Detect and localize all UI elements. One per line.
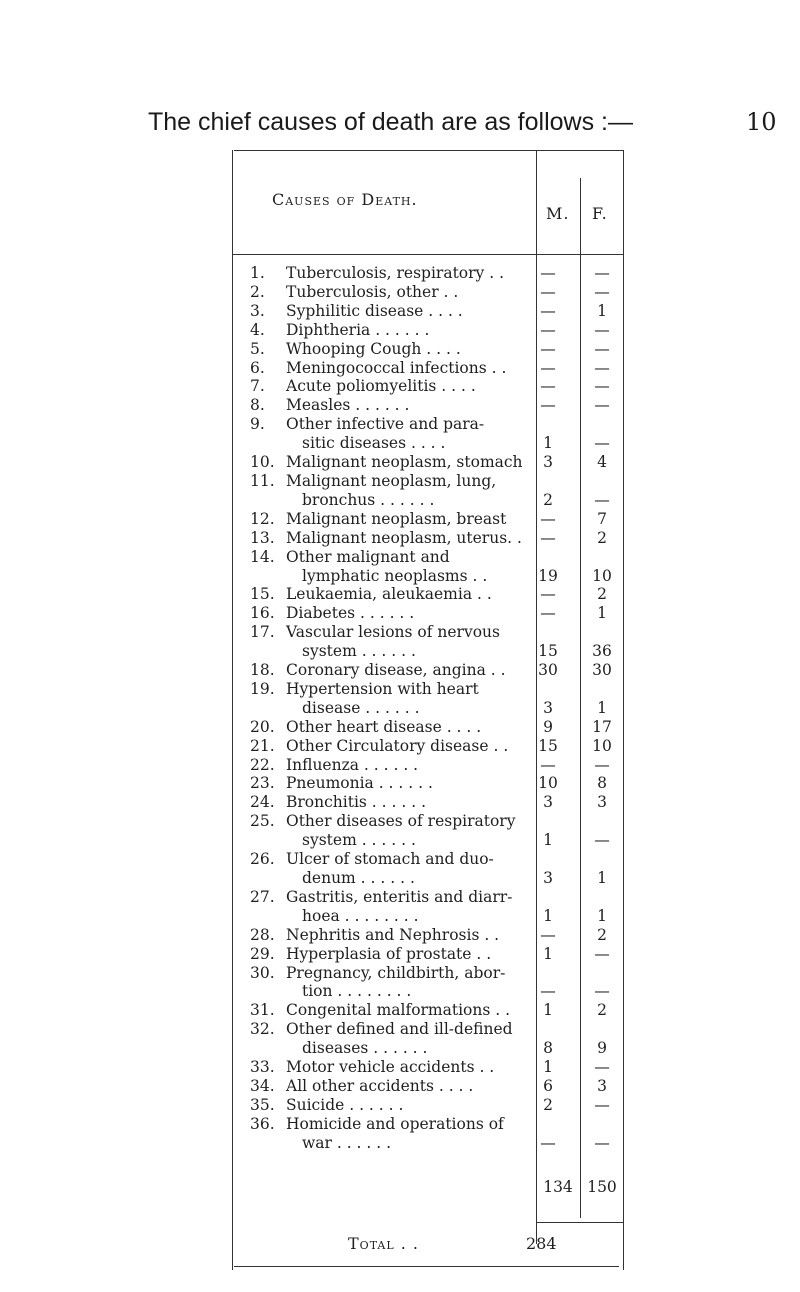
row-number: 9. [250,415,265,434]
cause-label-line: Malignant neoplasm, breast [286,509,507,528]
page-heading: The chief causes of death are as follows :— [148,108,633,136]
cause-label [286,737,538,756]
cause-label-line: Other infective and para- [286,415,485,434]
table-row [230,472,624,510]
male-count: — [540,320,556,339]
cause-label [286,472,538,510]
cause-label-line: hoea . . . . . . . . [302,906,419,925]
cause-label [286,812,538,850]
female-count: 9 [597,1039,607,1058]
cause-label-line: Other defined and ill-defined [286,1020,513,1039]
table-row [230,964,624,1002]
total-label: Total . . [348,1234,420,1253]
cause-label-line: Gastritis, enteritis and diarr- [286,887,513,906]
female-count: — [594,282,610,301]
male-count: 8 [543,1039,553,1058]
row-number: 36. [250,1114,275,1133]
cause-label-line: Malignant neoplasm, stomach [286,453,523,472]
row-number: 23. [250,774,275,793]
cause-label-line: Pneumonia . . . . . . [286,774,433,793]
row-number: 1. [250,264,265,282]
female-count: — [594,377,610,396]
total-underline [234,1266,619,1267]
female-count: — [594,490,610,509]
male-header: M. [546,204,570,223]
cause-label-line: Acute poliomyelitis . . . . [286,377,476,396]
cause-label-line: All other accidents . . . . [286,1076,474,1095]
cause-label [286,793,538,812]
cause-label-line: Syphilitic disease . . . . [286,301,463,320]
male-count: 1 [543,906,553,925]
row-number: 27. [250,887,275,906]
female-count: 1 [597,906,607,925]
female-count: — [594,1058,610,1077]
row-number: 34. [250,1076,275,1095]
cause-label-line: Leukaemia, aleukaemia . . [286,585,492,604]
male-count: 15 [538,642,558,661]
cause-label-line: system . . . . . . [302,642,416,661]
male-count: 19 [538,566,558,585]
cause-label-line: bronchus . . . . . . [302,490,435,509]
row-number: 13. [250,528,275,547]
cause-label-line: war . . . . . . [302,1133,392,1152]
cause-label [286,1077,538,1096]
cause-label-line: Ulcer of stomach and duo- [286,850,494,869]
male-count: 1 [543,1058,553,1077]
cause-label [286,396,538,415]
male-count: — [540,301,556,320]
male-count: — [540,585,556,604]
male-count: — [540,528,556,547]
female-count: 3 [597,793,607,812]
cause-label-line: Tuberculosis, other . . [286,282,459,301]
table-row [230,415,624,453]
cause-label-line: Diabetes . . . . . . [286,604,415,623]
cause-label [286,321,538,340]
row-number: 35. [250,1095,275,1114]
row-number: 24. [250,793,275,812]
page-number: 10 [746,108,777,136]
table-row [230,737,624,756]
cause-label-line: Hypertension with heart [286,679,479,698]
cause-label [286,302,538,321]
male-count: 1 [543,944,553,963]
row-number: 33. [250,1058,275,1077]
row-number: 3. [250,301,265,320]
table-row [230,548,624,586]
cause-label-line: Vascular lesions of nervous [286,623,500,642]
male-count: 3 [543,793,553,812]
header-rule [232,254,624,255]
table-row [230,850,624,888]
table-rows [230,264,624,1153]
female-count: 2 [597,528,607,547]
cause-label-line: system . . . . . . [302,831,416,850]
cause-label [286,340,538,359]
row-number: 18. [250,661,275,680]
cause-label [286,680,538,718]
row-number: 15. [250,585,275,604]
female-count: 10 [592,736,612,755]
cause-label [286,264,538,283]
male-count: — [540,282,556,301]
total-value: 284 [526,1234,557,1253]
table-top-rule [234,150,624,151]
male-count: 1 [543,831,553,850]
table-row [230,926,624,945]
female-count: — [594,339,610,358]
female-count: 36 [592,642,612,661]
table-row [230,1001,624,1020]
cause-label [286,926,538,945]
female-count: — [594,320,610,339]
row-number: 11. [250,471,275,490]
female-header: F. [592,204,608,223]
row-number: 32. [250,1020,275,1039]
male-count: 6 [543,1076,553,1095]
female-count: 10 [592,566,612,585]
female-count: 30 [592,661,612,680]
female-count: — [594,831,610,850]
male-count: — [540,982,556,1001]
cause-label-line: Hyperplasia of prostate . . [286,944,492,963]
female-count: — [594,1095,610,1114]
cause-label [286,945,538,964]
cause-label [286,585,538,604]
cause-label [286,850,538,888]
cause-label-line: Motor vehicle accidents . . [286,1058,495,1077]
female-count: — [594,1133,610,1152]
female-count: 2 [597,925,607,944]
row-number: 26. [250,850,275,869]
table-row [230,340,624,359]
row-number: 7. [250,377,265,396]
row-number: 17. [250,623,275,642]
female-count: — [594,982,610,1001]
cause-label [286,415,538,453]
cause-label [286,623,538,661]
row-number: 14. [250,547,275,566]
cause-label-line: Malignant neoplasm, lung, [286,471,497,490]
table-row [230,1058,624,1077]
female-count: — [594,396,610,415]
female-count: 7 [597,509,607,528]
table-row [230,585,624,604]
row-number: 16. [250,604,275,623]
cause-label [286,661,538,680]
male-count: — [540,396,556,415]
table-row [230,302,624,321]
cause-label-line: Suicide . . . . . . [286,1095,404,1114]
table-row [230,718,624,737]
cause-label [286,359,538,378]
cause-label-line: Tuberculosis, respiratory . . [286,264,504,282]
male-count: — [540,1133,556,1152]
male-count: — [540,358,556,377]
table-row [230,510,624,529]
cause-label [286,604,538,623]
male-count: 9 [543,717,553,736]
cause-label [286,510,538,529]
cause-label-line: Coronary disease, angina . . [286,661,506,680]
row-number: 21. [250,736,275,755]
cause-label-line: Measles . . . . . . [286,396,410,415]
cause-label-line: Congenital malformations . . [286,1001,511,1020]
table-row [230,774,624,793]
male-sum: 134 [543,1178,573,1196]
cause-label-line: Other heart disease . . . . [286,717,482,736]
cause-label [286,1115,538,1153]
male-count: 1 [543,434,553,453]
cause-label [286,548,538,586]
row-number: 19. [250,679,275,698]
cause-label [286,1096,538,1115]
row-number: 29. [250,944,275,963]
female-count: 2 [597,585,607,604]
female-count: 17 [592,717,612,736]
cause-label-line: Homicide and operations of [286,1114,504,1133]
table-row [230,359,624,378]
female-count: 3 [597,1076,607,1095]
cause-label-line: Pregnancy, childbirth, abor- [286,963,506,982]
table-row [230,264,624,283]
cause-label-line: Other diseases of respiratory [286,812,516,831]
female-count: — [594,358,610,377]
cause-label-line: disease . . . . . . [302,698,420,717]
male-count: 3 [543,453,553,472]
table-row [230,604,624,623]
cause-label [286,1020,538,1058]
cause-label [286,756,538,775]
cause-label [286,283,538,302]
female-count: 2 [597,1001,607,1020]
cause-label [286,888,538,926]
table-row [230,1077,624,1096]
cause-label-line: Other Circulatory disease . . [286,736,509,755]
cause-label [286,529,538,548]
male-count: 3 [543,869,553,887]
male-count: — [540,509,556,528]
male-count: 2 [543,1095,553,1114]
male-count: 30 [538,661,558,680]
row-number: 10. [250,453,275,472]
table-row [230,283,624,302]
cause-label [286,718,538,737]
cause-label [286,1001,538,1020]
row-number: 6. [250,358,265,377]
cause-label-line: sitic diseases . . . . [302,434,446,453]
male-count: 2 [543,490,553,509]
male-count: — [540,604,556,623]
row-number: 4. [250,320,265,339]
male-count: — [540,264,556,282]
subtotal-rule [536,1222,624,1223]
table-row [230,793,624,812]
table-row [230,453,624,472]
table-row [230,945,624,964]
female-count: — [594,434,610,453]
female-count: 1 [597,604,607,623]
row-number: 2. [250,282,265,301]
cause-label [286,774,538,793]
table-row [230,756,624,775]
table-row [230,1115,624,1153]
cause-label-line: tion . . . . . . . . [302,982,412,1001]
causes-of-death-table [230,148,624,1270]
table-row [230,1020,624,1058]
cause-label-line: Bronchitis . . . . . . [286,793,426,812]
table-row [230,321,624,340]
male-count: 10 [538,774,558,793]
male-count: 1 [543,1001,553,1020]
row-number: 22. [250,755,275,774]
row-number: 25. [250,812,275,831]
row-number: 12. [250,509,275,528]
table-row [230,623,624,661]
female-sum: 150 [587,1178,617,1196]
cause-label-line: Whooping Cough . . . . [286,339,461,358]
cause-label-line: lymphatic neoplasms . . [302,566,488,585]
male-count: — [540,377,556,396]
female-count: 1 [597,301,607,320]
cause-label-line: Malignant neoplasm, uterus. . [286,528,522,547]
male-count: 15 [538,736,558,755]
row-number: 28. [250,925,275,944]
row-number: 8. [250,396,265,415]
row-number: 31. [250,1001,275,1020]
male-count: — [540,925,556,944]
table-row [230,661,624,680]
causes-header: Causes of Death. [272,190,418,209]
cause-label [286,1058,538,1077]
cause-label [286,964,538,1002]
table-row [230,812,624,850]
table-row [230,529,624,548]
cause-label [286,453,538,472]
cause-label-line: Meningococcal infections . . [286,358,507,377]
cause-label [286,377,538,396]
table-row [230,377,624,396]
table-row [230,396,624,415]
female-count: 1 [597,698,607,717]
row-number: 30. [250,963,275,982]
male-count: — [540,339,556,358]
cause-label-line: denum . . . . . . [302,869,415,887]
male-count: 3 [543,698,553,717]
female-count: — [594,264,610,282]
female-count: 1 [597,869,607,887]
cause-label-line: Other malignant and [286,547,450,566]
female-count: — [594,755,610,774]
table-row [230,680,624,718]
row-number: 20. [250,717,275,736]
cause-label-line: Nephritis and Nephrosis . . [286,925,500,944]
cause-label-line: diseases . . . . . . [302,1039,428,1058]
female-count: 8 [597,774,607,793]
female-count: — [594,944,610,963]
cause-label-line: Influenza . . . . . . [286,755,419,774]
male-count: — [540,755,556,774]
cause-label-line: Diphtheria . . . . . . [286,320,430,339]
table-row [230,1096,624,1115]
table-row [230,888,624,926]
female-count: 4 [597,453,607,472]
row-number: 5. [250,339,265,358]
